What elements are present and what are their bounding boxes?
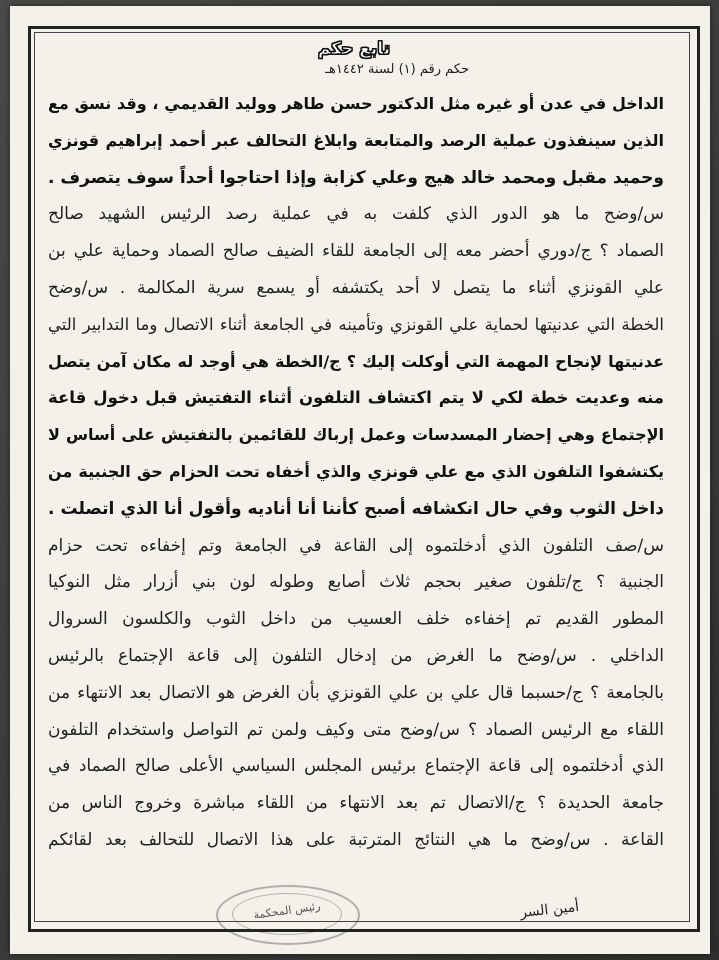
verdict-reference: حكم رقم (١) لسنة ١٤٤٢هـ (325, 62, 469, 77)
document-line: الصماد ؟ ج/دوري أحضر معه إلى الجامعة للقاء الضيف صالح الصماد وحماية علي بن (48, 241, 664, 262)
heading-box (284, 36, 424, 62)
document-line: الذي أدخلتموه إلى قاعة الإجتماع برئيس المجلس السياسي الأعلى صالح الصماد في (48, 756, 664, 777)
document-line: يكتشفوا التلفون الذي مع علي قونزي والذي أخفاه تحت الحزام حق الجنبية من (48, 461, 664, 481)
document-line: داخل الثوب وفي حال انكشافه أصبح كأننا أنا أناديه وأقول أنا الذي اتصلت . (48, 498, 664, 519)
document-line: بالجامعة ؟ ج/حسبما قال علي بن علي القونزي بأن الغرض هو الاتصال بعد الانتهاء من (48, 682, 664, 703)
document-line: اللقاء مع الرئيس الصماد ؟ س/وضح متى وكيف ولمن تم التواصل واستخدام التلفون (48, 719, 664, 740)
document-line: الجنبية ؟ ج/تلفون صغير بحجم ثلاث أصابع وطوله لون بني أزرار مثل النوكيا (48, 572, 664, 593)
document-line: منه وعديت خطة لكي لا يتم اكتشاف التلفون أثناء التفتيش قبل دخول قاعة (48, 388, 664, 408)
secretary-signature: أمين السر (519, 898, 580, 922)
document-line: س/صف التلفون الذي أدخلتموه إلى القاعة في الجامعة وتم إخفاءه تحت حزام (48, 535, 664, 556)
document-heading: تابع حكم (317, 39, 391, 59)
document-line: علي القونزي أثناء ما يتصل لا أحد يكتشفه أو يسمع سرية المكالمة . س/وضح (48, 277, 664, 298)
document-line: وحميد مقبل ومحمد خالد هيج وعلي كزابة وإذا احتاجوا أحداً سوف يتصرف . (48, 167, 664, 188)
document-line: الخطة التي عدنيتها لحماية علي القونزي وتأمينه في الجامعة أثناء الاتصال وما التدابير التي (48, 314, 664, 334)
document-body (48, 86, 664, 859)
document-line: المطور القديم تم إخفاءه خلف العسيب من داخل الثوب والكلسون السروال (48, 609, 664, 630)
document-line: القاعة . س/وضح ما هي النتائج المترتبة على هذا الاتصال للتحالف بعد لقائكم (48, 829, 664, 850)
document-line: الداخل في عدن أو غيره مثل الدكتور حسن طاهر ووليد القديمي ، وقد نسق مع (48, 94, 664, 113)
document-line: الذين سينفذون عملية الرصد والمتابعة وابلاغ التحالف عبر أحمد إبراهيم قونزي (48, 130, 664, 150)
document-line: الداخلي . س/وضح ما الغرض من إدخال التلفون إلى قاعة الإجتماع بالرئيس (48, 645, 664, 666)
document-line: عدنيتها لإنجاح المهمة التي أوكلت إليك ؟ ج/الخطة هي أوجد له مكان آمن يتصل (48, 351, 664, 371)
document-line: س/وضح ما هو الدور الذي كلفت به في عملية رصد الرئيس الشهيد صالح (48, 204, 664, 225)
document-line: الإجتماع وهي إحضار المسدسات وعمل إرباك للقائمين بالتفتيش على أساس لا (48, 425, 664, 445)
court-stamp-text: رئيس المحكمة (252, 899, 322, 922)
document-line: جامعة الحديدة ؟ ج/الاتصال تم بعد الانتهاء من اللقاء مباشرة وخروج الناس من (48, 793, 664, 814)
